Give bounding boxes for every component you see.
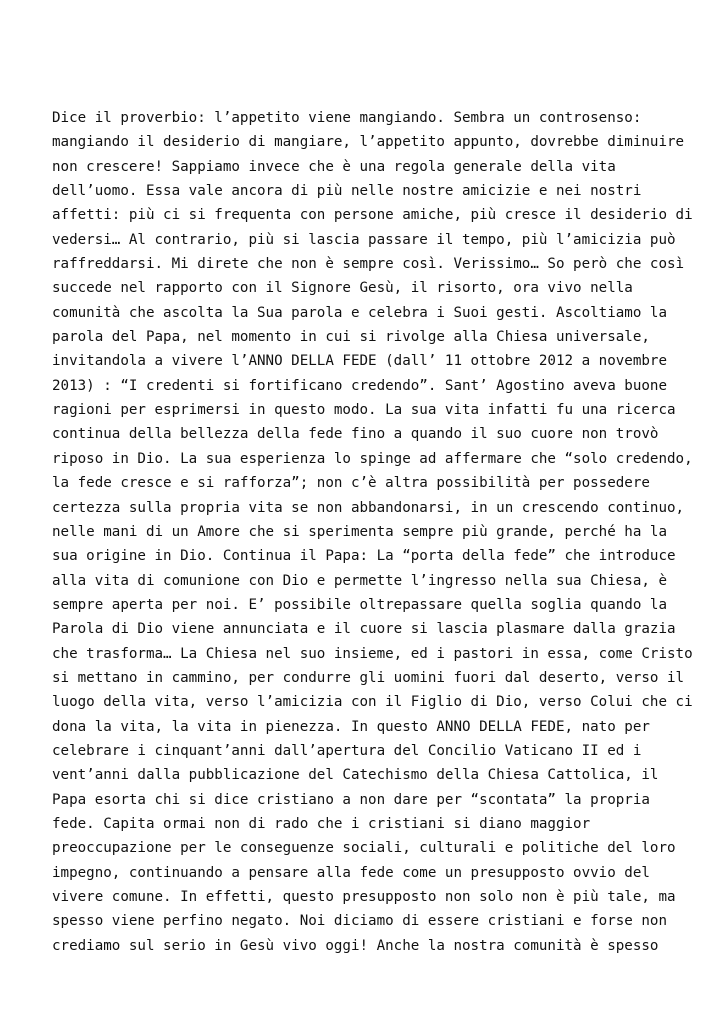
text-line: fede. Capita ormai non di rado che i cristiani si diano maggior bbox=[52, 815, 591, 832]
text-line: che trasforma… La Chiesa nel suo insieme, ed i pastori in essa, come Cristo bbox=[52, 645, 693, 662]
text-line: vedersi… Al contrario, più si lascia passare il tempo, più l’amicizia può bbox=[52, 231, 676, 248]
text-line: affetti: più ci si frequenta con persone amiche, più cresce il desiderio di bbox=[52, 207, 693, 224]
body-text bbox=[52, 106, 692, 958]
text-line: comunità che ascolta la Sua parola e celebra i Suoi gesti. Ascoltiamo la bbox=[52, 304, 667, 321]
text-line: raffreddarsi. Mi direte che non è sempre così. Verissimo… So però che così bbox=[52, 256, 685, 273]
text-line: riposo in Dio. La sua esperienza lo spinge ad affermare che “solo credendo, bbox=[52, 450, 693, 467]
text-line: certezza sulla propria vita se non abbandonarsi, in un crescendo continuo, bbox=[52, 499, 685, 516]
text-line: alla vita di comunione con Dio e permette l’ingresso nella sua Chiesa, è bbox=[52, 572, 667, 589]
text-line: sua origine in Dio. Continua il Papa: La “porta della fede” che introduce bbox=[52, 548, 676, 565]
text-line: crediamo sul serio in Gesù vivo oggi! Anche la nostra comunità è spesso bbox=[52, 937, 659, 954]
text-line: nelle mani di un Amore che si sperimenta sempre più grande, perché ha la bbox=[52, 523, 667, 540]
text-line: celebrare i cinquant’anni dall’apertura del Concilio Vaticano II ed i bbox=[52, 742, 642, 759]
text-line: parola del Papa, nel momento in cui si rivolge alla Chiesa universale, bbox=[52, 329, 650, 346]
text-line: spesso viene perfino negato. Noi diciamo di essere cristiani e forse non bbox=[52, 913, 667, 930]
text-line: dona la vita, la vita in pienezza. In questo ANNO DELLA FEDE, nato per bbox=[52, 718, 650, 735]
text-line: vivere comune. In effetti, questo presupposto non solo non è più tale, ma bbox=[52, 889, 676, 905]
text-line: ragioni per esprimersi in questo modo. La sua vita infatti fu una ricerca bbox=[52, 402, 676, 419]
text-line: dell’uomo. Essa vale ancora di più nelle nostre amicizie e nei nostri bbox=[52, 183, 642, 200]
text-line: Parola di Dio viene annunciata e il cuore si lascia plasmare dalla grazia bbox=[52, 621, 676, 638]
text-line: invitandola a vivere l’ANNO DELLA FEDE (dall’ 11 ottobre 2012 a novembre bbox=[52, 353, 667, 370]
text-line: sempre aperta per noi. E’ possibile oltrepassare quella soglia quando la bbox=[52, 596, 667, 613]
text-line: vent’anni dalla pubblicazione del Catechismo della Chiesa Cattolica, il bbox=[52, 767, 659, 784]
text-line: Papa esorta chi si dice cristiano a non dare per “scontata” la propria bbox=[52, 791, 650, 808]
text-line: luogo della vita, verso l’amicizia con il Figlio di Dio, verso Colui che ci bbox=[52, 694, 693, 711]
text-line: Dice il proverbio: l’appetito viene mangiando. Sembra un controsenso: bbox=[52, 110, 642, 126]
text-line: la fede cresce e si rafforza”; non c’è altra possibilità per possedere bbox=[52, 475, 650, 492]
text-line: 2013) : “I credenti si fortificano credendo”. Sant’ Agostino aveva buone bbox=[52, 377, 667, 394]
text-line: continua della bellezza della fede fino a quando il suo cuore non trovò bbox=[52, 426, 659, 443]
text-line: impegno, continuando a pensare alla fede come un presupposto ovvio del bbox=[52, 864, 650, 881]
text-line: succede nel rapporto con il Signore Gesù, il risorto, ora vivo nella bbox=[52, 280, 633, 297]
text-line: non crescere! Sappiamo invece che è una regola generale della vita bbox=[52, 158, 616, 175]
text-line: si mettano in cammino, per condurre gli uomini fuori dal deserto, verso il bbox=[52, 669, 685, 686]
text-line: preoccupazione per le conseguenze sociali, culturali e politiche del loro bbox=[52, 840, 676, 857]
text-line: mangiando il desiderio di mangiare, l’appetito appunto, dovrebbe diminuire bbox=[52, 134, 685, 151]
